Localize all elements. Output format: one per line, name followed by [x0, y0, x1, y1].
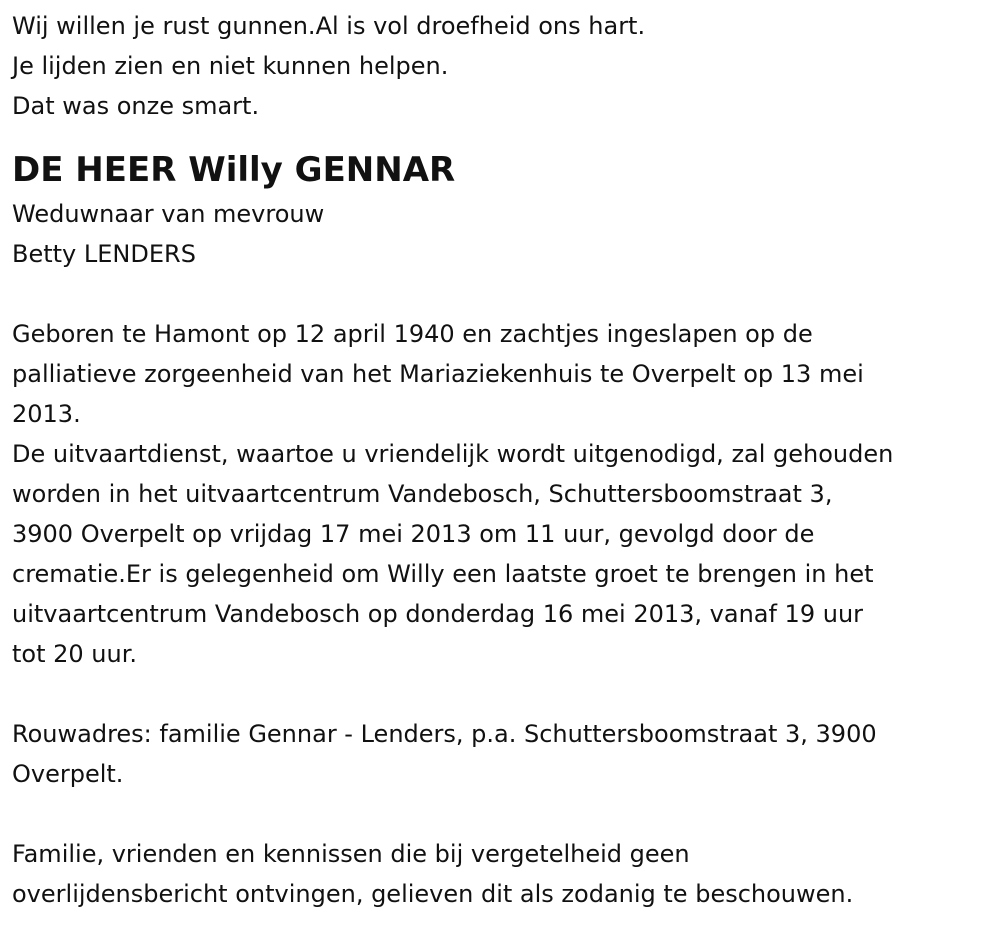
- body-text: [12, 314, 988, 674]
- body-line: worden in het uitvaartcentrum Vandebosch, Schuttersboomstraat 3,: [12, 480, 833, 508]
- spouse-line: Weduwnaar van mevrouw: [12, 200, 325, 228]
- poem-line: Wij willen je rust gunnen.Al is vol droefheid ons hart.: [12, 12, 646, 40]
- body-line: tot 20 uur.: [12, 640, 138, 668]
- address-line: Rouwadres: familie Gennar - Lenders, p.a. Schuttersboomstraat 3, 3900: [12, 720, 877, 748]
- closing-line: Familie, vrienden en kennissen die bij vergetelheid geen: [12, 840, 690, 868]
- deceased-name: DE HEER Willy GENNAR: [12, 150, 456, 190]
- body-line: 2013.: [12, 400, 81, 428]
- poem-line: Dat was onze smart.: [12, 92, 260, 120]
- closing-line: overlijdensbericht ontvingen, gelieven dit als zodanig te beschouwen.: [12, 880, 854, 908]
- body-line: palliatieve zorgeenheid van het Mariaziekenhuis te Overpelt op 13 mei: [12, 360, 864, 388]
- spouse-line: Betty LENDERS: [12, 240, 196, 268]
- body-line: 3900 Overpelt op vrijdag 17 mei 2013 om 11 uur, gevolgd door de: [12, 520, 815, 548]
- poem-line: Je lijden zien en niet kunnen helpen.: [12, 52, 449, 80]
- body-line: uitvaartcentrum Vandebosch op donderdag 16 mei 2013, vanaf 19 uur: [12, 600, 864, 628]
- body-line: De uitvaartdienst, waartoe u vriendelijk wordt uitgenodigd, zal gehouden: [12, 440, 894, 468]
- body-line: crematie.Er is gelegenheid om Willy een laatste groet te brengen in het: [12, 560, 874, 588]
- address-line: Overpelt.: [12, 760, 124, 788]
- body-line: Geboren te Hamont op 12 april 1940 en zachtjes ingeslapen op de: [12, 320, 813, 348]
- poem: [12, 6, 988, 126]
